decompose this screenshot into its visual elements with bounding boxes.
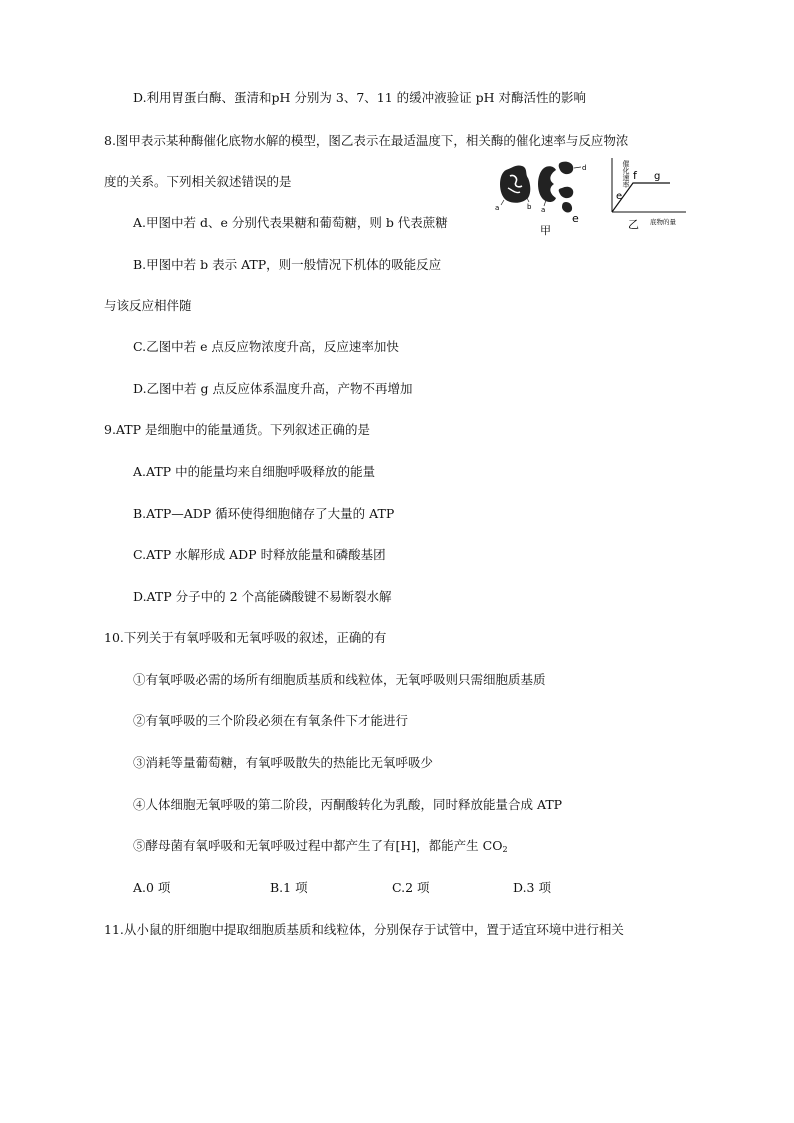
enzyme-model-figure: [492, 152, 692, 238]
product-e: [562, 202, 572, 213]
x-axis-label: 底物的量: [650, 218, 676, 226]
q10-item-1: ①有氧呼吸必需的场所有细胞质基质和线粒体，无氧呼吸则只需细胞质基质: [133, 672, 546, 687]
point-f-label: f: [633, 169, 637, 182]
q10-option-a: A.0 项: [133, 880, 171, 895]
q8-option-a: A.甲图中若 d、e 分别代表果糖和葡萄糖，则 b 代表蔗糖: [133, 215, 448, 230]
q11-stem-line1: 11.从小鼠的肝细胞中提取细胞质基质和线粒体，分别保存于试管中，置于适宜环境中进行相关: [104, 922, 624, 937]
point-e-label: e: [616, 191, 623, 202]
label-d: d: [582, 164, 587, 172]
label-b1: b: [527, 203, 532, 211]
label-a2: a: [541, 206, 546, 214]
q9-option-b: B.ATP—ADP 循环使得细胞储存了大量的 ATP: [133, 506, 395, 521]
q8-option-b-line2: 与该反应相伴随: [104, 298, 192, 313]
q8-stem-line1: 8.图甲表示某种酶催化底物水解的模型，图乙表示在最适温度下，相关酶的催化速率与反应物浓: [104, 133, 629, 148]
q10-option-d: D.3 项: [513, 880, 551, 895]
q10-item-5-text: ⑤酵母菌有氧呼吸和无氧呼吸过程中都产生了有[H]，都能产生 CO: [133, 838, 503, 853]
y-axis-label: 催化速率: [602, 160, 630, 168]
label-yi: 乙: [628, 218, 639, 231]
product-d: [559, 162, 574, 175]
q9-stem: 9.ATP 是细胞中的能量通货。下列叙述正确的是: [104, 422, 370, 437]
q9-option-a: A.ATP 中的能量均来自细胞呼吸释放的能量: [133, 464, 376, 479]
q8-option-c: C.乙图中若 e 点反应物浓度升高，反应速率加快: [133, 339, 399, 354]
label-e-model: e: [572, 212, 579, 225]
co2-subscript: 2: [502, 845, 508, 854]
q9-option-d: D.ATP 分子中的 2 个高能磷酸键不易断裂水解: [133, 589, 392, 604]
q10-option-c: C.2 项: [392, 880, 430, 895]
label-jia: 甲: [540, 224, 551, 237]
q10-option-b: B.1 项: [270, 880, 308, 895]
q10-stem: 10.下列关于有氧呼吸和无氧呼吸的叙述，正确的有: [104, 630, 387, 645]
q9-option-c: C.ATP 水解形成 ADP 时释放能量和磷酸基团: [133, 547, 386, 562]
q8-option-d: D.乙图中若 g 点反应体系温度升高，产物不再增加: [133, 381, 413, 396]
q10-item-2: ②有氧呼吸的三个阶段必须在有氧条件下才能进行: [133, 713, 409, 728]
enzyme-released: [538, 166, 556, 202]
product-c: [559, 187, 574, 198]
point-g-label: g: [654, 171, 661, 182]
q10-item-3: ③消耗等量葡萄糖，有氧呼吸散失的热能比无氧呼吸少: [133, 755, 434, 770]
q10-item-5: [133, 838, 508, 858]
q10-item-4: ④人体细胞无氧呼吸的第二阶段，丙酮酸转化为乳酸，同时释放能量合成 ATP: [133, 797, 563, 812]
q8-figure: [492, 152, 692, 238]
q7-option-d: D.利用胃蛋白酶、蛋清和pH 分别为 3、7、11 的缓冲液验证 pH 对酶活性的影响: [133, 90, 587, 105]
label-a1: a: [495, 204, 500, 212]
enzyme-substrate-complex: [500, 165, 530, 202]
q8-stem-line2: 度的关系。下列相关叙述错误的是: [104, 174, 292, 189]
q8-option-b-line1: B.甲图中若 b 表示 ATP，则一般情况下机体的吸能反应: [133, 257, 442, 272]
